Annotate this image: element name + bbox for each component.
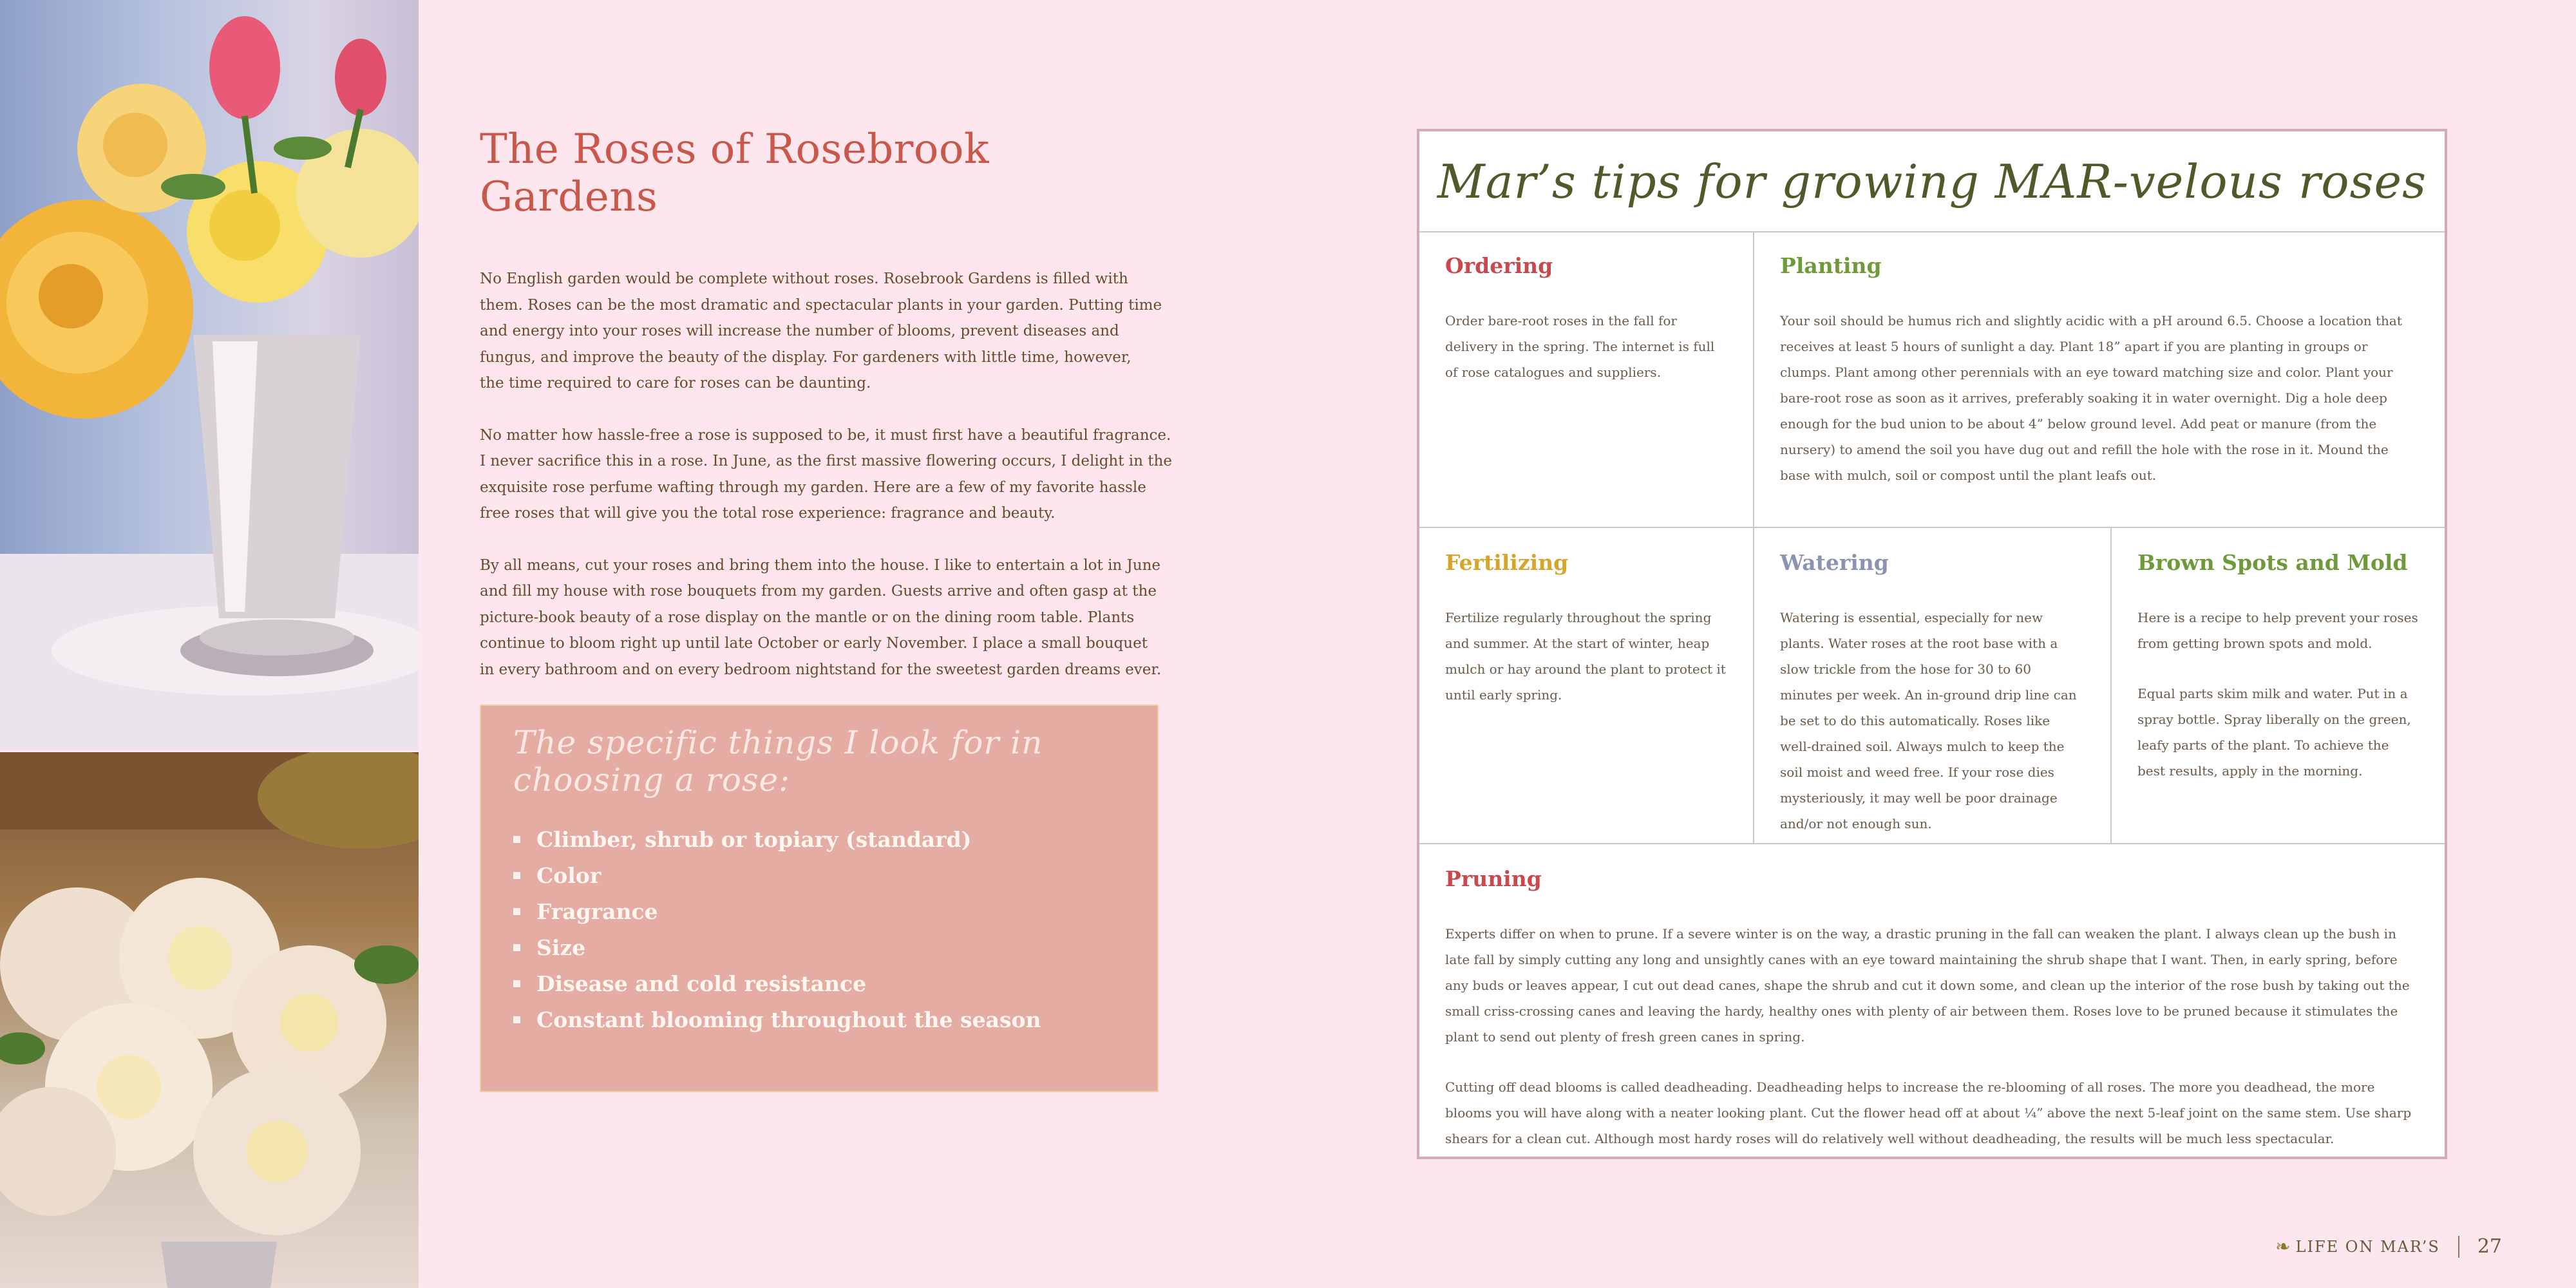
tip-fertilizing (1419, 528, 1753, 843)
magazine-brand: LIFE ON MAR’S (2295, 1237, 2440, 1256)
tip-text: Cutting off dead blooms is called deadheading. Deadheading helps to increase the re-blooming of all roses. The more you deadhead, the more blooms you will have along with a neater looking plant. Cut the flower head off at about ¼” above the next 5-leaf joint on the same stem. Use sharp shears for a clean cut. Although most hardy roses will do relatively well without deadheading, the results will be much less spectacular. (1445, 1079, 2412, 1146)
tip-heading: Ordering (1445, 253, 1553, 278)
tip-text: Equal parts skim milk and water. Put in a spray bottle. Spray liberally on the green, leafy parts of the plant. To achieve the best results, apply in the morning. (2137, 686, 2411, 779)
paragraph-line: them. Roses can be the most dramatic and spectacular plants in your garden. Putting time (480, 296, 1162, 314)
photo-column (0, 0, 419, 1288)
specifics-list (513, 822, 1125, 1038)
tip-pruning (1419, 844, 2445, 1157)
tip-text: Watering is essential, especially for new plants. Water roses at the root base with a slow trickle from the hose for 30 to 60 minutes per week. An in-ground drip line can be set to do this automatically. Roses like well-drained soil. Always mulch to keep the soil moist and weed free. If your rose dies mysteriously, it may well be poor drainage and/or not enough sun. (1780, 610, 2077, 831)
paragraph-line: and energy into your roses will increase the number of blooms, prevent diseases and (480, 323, 1119, 339)
tip-text: Order bare-root roses in the fall for delivery in the spring. The internet is full of rose catalogues and suppliers. (1445, 313, 1715, 380)
tip-brown-spots (2112, 528, 2445, 843)
tip-watering (1754, 528, 2110, 843)
paragraph-line: I never sacrifice this in a rose. In June, as the first massive flowering occurs, I delight in the (480, 453, 1172, 469)
tip-heading: Fertilizing (1445, 550, 1569, 575)
tip-heading: Brown Spots and Mold (2137, 550, 2408, 575)
paragraph-line: No matter how hassle-free a rose is supposed to be, it must first have a beautiful fragrance. (480, 426, 1171, 444)
tip-heading: Pruning (1445, 866, 1542, 891)
tips-table (1417, 129, 2447, 1159)
specifics-list-item: Fragrance (513, 894, 1125, 930)
paragraph-line: the time required to care for roses can be daunting. (480, 375, 871, 392)
specifics-title: The specific things I look for in choosing a rose: (513, 724, 1043, 799)
specifics-list-item: Disease and cold resistance (513, 966, 1125, 1002)
paragraph-line: By all means, cut your roses and bring them into the house. I like to entertain a lot in June (480, 556, 1161, 574)
paragraph-line: free roses that will give you the total rose experience: fragrance and beauty. (480, 505, 1056, 522)
footer-separator (2458, 1236, 2459, 1258)
photo-yellow-roses-vase (0, 0, 419, 750)
tip-text: Fertilize regularly throughout the spring and summer. At the start of winter, heap mulch or hay around the plant to protect it until early spring. (1445, 610, 1726, 703)
article-title: The Roses of Rosebrook Gardens (480, 126, 990, 221)
tip-planting (1754, 231, 2445, 527)
leaf-icon: ❧ (2275, 1236, 2291, 1257)
tip-text: Your soil should be humus rich and slightly acidic with a pH around 6.5. Choose a location that receives at least 5 hours of sunlight a day. Plant 18” apart if you are planting in groups or clumps. Plant among other perennials with an eye toward matching size and color. Plant your bare-root rose as soon as it arrives, preferably soaking it in water overnight. Dig a hole deep enough for the bud union to be about 4” below ground level. Add peat or manure (from the nursery) to amend the soil you have dug out and refill the hole with the rose in it. Mound the base with mulch, soil or compost until the plant leafs out. (1780, 313, 2402, 483)
article-paragraph (480, 266, 1162, 397)
specifics-list-item: Size (513, 930, 1125, 966)
tip-text: Experts differ on when to prune. If a severe winter is on the way, a drastic pruning in the fall can weaken the plant. I always clean up the bush in late fall by simply cutting any long and unsightly canes with an eye toward maintaining the shrub shape that I want. Then, in early spring, before any buds or leaves appear, I cut out dead canes, shape the shrub and cut it down some, and clean up the interior of the rose bush by taking out the small criss-crossing canes and leaving the hardy, healthy ones with plenty of air between them. Roses love to be pruned because it stimulates the plant to send out plenty of fresh green canes in spring. (1445, 926, 2410, 1045)
tip-text: Here is a recipe to help prevent your roses from getting brown spots and mold. (2137, 610, 2418, 651)
paragraph-line: and fill my house with rose bouquets from my garden. Guests arrive and often gasp at the (480, 583, 1157, 600)
article-paragraph (480, 422, 1172, 527)
tips-title: Mar’s tips for growing MAR-velous roses (1419, 131, 2445, 232)
specifics-list-item: Constant blooming throughout the season (513, 1002, 1125, 1038)
article (480, 126, 1172, 708)
paragraph-line: in every bathroom and on every bedroom nightstand for the sweetest garden dreams ever. (480, 661, 1162, 678)
specifics-box (480, 705, 1159, 1092)
article-paragraph (480, 553, 1162, 683)
specifics-list-item: Color (513, 858, 1125, 894)
tip-heading: Watering (1780, 550, 1889, 575)
specifics-list-item: Climber, shrub or topiary (standard) (513, 822, 1125, 858)
photo-white-roses-bouquet (0, 752, 419, 1288)
page-footer (2275, 1235, 2502, 1258)
page-number: 27 (2477, 1235, 2502, 1258)
tip-ordering (1419, 231, 1753, 527)
paragraph-line: picture-book beauty of a rose display on the mantle or on the dining room table. Plants (480, 609, 1135, 626)
tip-heading: Planting (1780, 253, 1882, 278)
paragraph-line: No English garden would be complete without roses. Rosebrook Gardens is filled with (480, 270, 1128, 287)
paragraph-line: fungus, and improve the beauty of the display. For gardeners with little time, however, (480, 348, 1132, 366)
paragraph-line: exquisite rose perfume wafting through my garden. Here are a few of my favorite hassle (480, 478, 1146, 496)
paragraph-line: continue to bloom right up until late October or early November. I place a small bouquet (480, 635, 1148, 652)
